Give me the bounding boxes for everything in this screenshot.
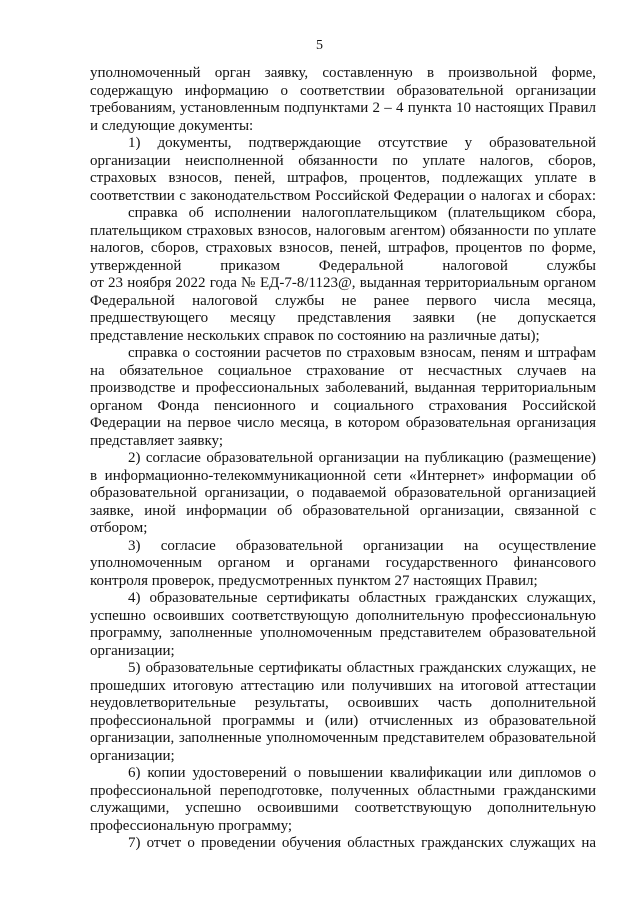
text-line: программу, заполненные уполномоченным представителем образовательной: [90, 625, 596, 641]
text-line: 5) образовательные сертификаты областных гражданских служащих, не: [128, 660, 596, 676]
text-line: 7) отчет о проведении обучения областных гражданских служащих на: [128, 835, 596, 851]
text-line: 2) согласие образовательной организации на публикацию (размещение): [128, 450, 596, 466]
text-line: представление нескольких справок по состоянию на различные даты);: [90, 327, 540, 344]
text-line: органом Фонда пенсионного и социального страхования Российской: [90, 397, 596, 414]
text-line: организации;: [90, 747, 175, 764]
text-line: служащими, успешно освоившими соответствующую дополнительную: [90, 800, 596, 816]
text-line: плательщиком страховых взносов, налоговым агентом) обязанности по уплате: [90, 222, 596, 239]
text-line: профессиональной программы и (или) отчисленных из образовательной: [90, 712, 596, 729]
text-line: успешно освоивших соответствующую дополнительную профессиональную: [90, 607, 596, 624]
text-line: образовательной организации, о подаваемой образовательной организацией: [90, 485, 596, 501]
text-line: прошедших итоговую аттестацию или получивших на итоговой аттестации: [90, 677, 596, 694]
text-line: организации, заполненные уполномоченным представителем образовательной: [90, 730, 596, 746]
text-line: в информационно-телекоммуникационной сети «Интернет» информации об: [90, 467, 596, 484]
text-line: Федеральной налоговой службы не ранее первого числа месяца,: [90, 292, 596, 309]
text-line: заявке, иной информации об образовательной организации, связанной с: [90, 502, 596, 519]
text-line: 6) копии удостоверений о повышении квалификации или дипломов о: [128, 765, 596, 781]
text-line: 4) образовательные сертификаты областных гражданских служащих,: [128, 590, 596, 606]
text-line: профессиональную программу;: [90, 817, 293, 834]
text-line: утвержденной приказом Федеральной налоговой службы: [90, 257, 596, 274]
text-line: представляет заявку;: [90, 432, 224, 449]
text-line: предшествующего месяцу представления заявки (не допускается: [90, 310, 596, 326]
text-line: на обязательное социальное страхование от несчастных случаев на: [90, 362, 596, 379]
text-line: уполномоченным органом и органами государственного финансового: [90, 555, 596, 571]
text-line: неудовлетворительные результаты, освоивших часть дополнительной: [90, 695, 596, 711]
text-line: 1) документы, подтверждающие отсутствие у образовательной: [128, 135, 596, 151]
document-body: [90, 65, 596, 853]
text-line: требованиям, установленным подпунктами 2 – 4 пункта 10 настоящих Правил: [90, 100, 596, 116]
text-line: 3) согласие образовательной организации на осуществление: [128, 537, 596, 554]
text-line: налогов, сборов, страховых взносов, пеней, штрафов, процентов по форме,: [90, 240, 596, 256]
text-line: страховых взносов, пеней, штрафов, процентов, подлежащих уплате в: [90, 170, 596, 186]
text-line: уполномоченный орган заявку, составленную в произвольной форме,: [90, 65, 596, 81]
text-line: контроля проверок, предусмотренных пунктом 27 настоящих Правил;: [90, 572, 538, 589]
text-line: производстве и профессиональных заболеваний, выданная территориальным: [90, 380, 596, 396]
text-line: справка о состоянии расчетов по страховым взносам, пеням и штрафам: [128, 345, 596, 361]
text-line: Федерации на первое число месяца, в котором образовательная организация: [90, 415, 596, 431]
text-line: от 23 ноября 2022 года № ЕД-7-8/1123@, выданная территориальным органом: [90, 275, 596, 291]
page-number: 5: [316, 38, 323, 53]
text-line: организации неисполненной обязанности по уплате налогов, сборов,: [90, 152, 596, 169]
text-line: отбором;: [90, 520, 148, 536]
text-line: содержащую информацию о соответствии образовательной организации: [90, 82, 596, 99]
text-line: справка об исполнении налогоплательщиком (плательщиком сбора,: [128, 205, 596, 221]
text-line: организации;: [90, 642, 175, 659]
text-line: профессиональной переподготовке, полученных областными гражданскими: [90, 782, 596, 799]
text-line: соответствии с законодательством Российской Федерации о налогах и сборах:: [90, 187, 596, 204]
text-line: и следующие документы:: [90, 117, 254, 134]
